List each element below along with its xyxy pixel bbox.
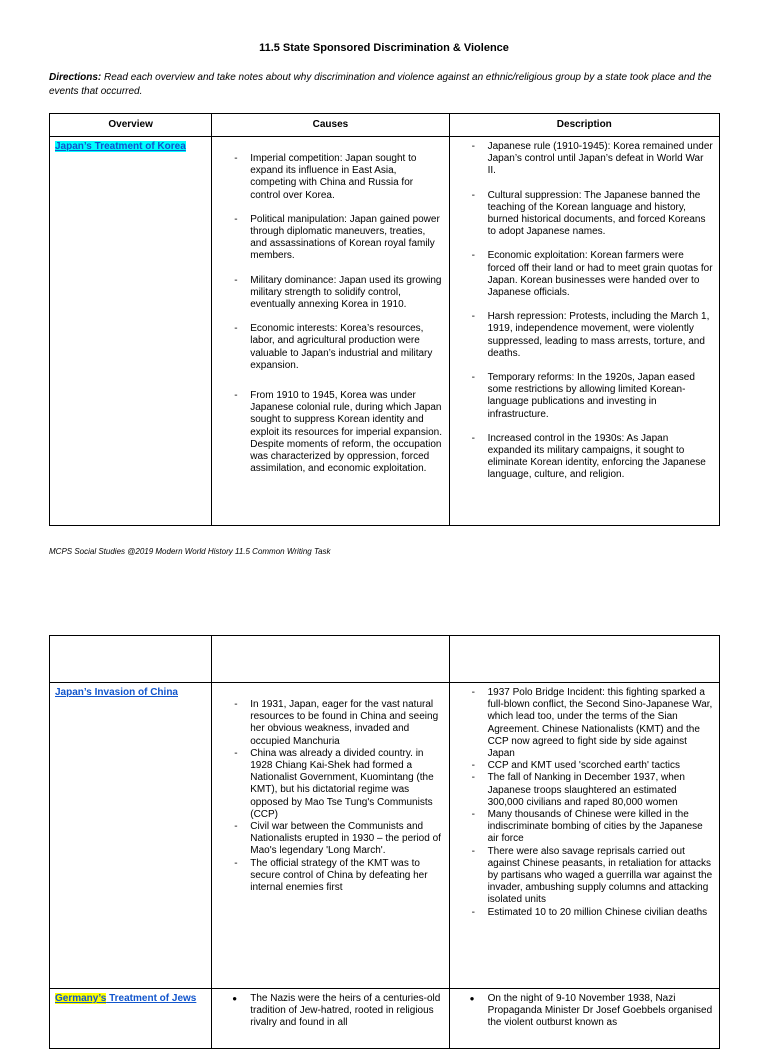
page-title: 11.5 State Sponsored Discrimination & Violence xyxy=(259,42,509,54)
list-item: - Cultural suppression: The Japanese banned the teaching of the Korean language and history, burned historical documents, and forced Koreans to adopt Japanese names. xyxy=(450,190,719,239)
directions-text: Read each overview and take notes about why discrimination and violence against an ethnic/religious group by a state took place and the events that occurred. xyxy=(49,72,712,97)
list-item: - The official strategy of the KMT was to secure control of China by defeating her internal enemies first xyxy=(212,858,448,895)
notes-table-page1 xyxy=(49,113,720,526)
list-item: - Military dominance: Japan used its growing military strength to solidify control, eventually annexing Korea in 1910. xyxy=(212,275,448,312)
list-item: - There were also savage reprisals carried out against Chinese peasants, in retaliation for attacks by partisans who waged a guerrilla war against the invader, ambushing supply columns and attacking isolated units xyxy=(450,846,719,907)
causes-cell xyxy=(212,989,449,1049)
table-row xyxy=(50,137,720,526)
table-row xyxy=(50,683,720,989)
list-item: - Increased control in the 1930s: As Japan expanded its military campaigns, it sought to eliminate Korean identity, enforcing the Japanese language, culture, and religion. xyxy=(450,433,719,482)
list-item: - From 1910 to 1945, Korea was under Japanese colonial rule, during which Japan sought to suppress Korean identity and exploit its resources for imperial expansion. Despite moments of reform, the occupation was characterized by oppression, forced assimilation, and economic exploitation. xyxy=(212,390,448,475)
overview-cell xyxy=(50,683,212,989)
list-item: ● On the night of 9-10 November 1938, Nazi Propaganda Minister Dr Josef Goebbels organised the violent outburst known as xyxy=(450,993,719,1030)
empty-cell xyxy=(449,636,719,683)
empty-cell xyxy=(212,636,449,683)
page-footer: MCPS Social Studies @2019 Modern World History 11.5 Common Writing Task xyxy=(49,547,331,556)
list-item: - CCP and KMT used 'scorched earth' tactics xyxy=(450,760,719,772)
overview-link-germany-part1[interactable]: Germany’s xyxy=(55,993,107,1004)
list-item: - Japanese rule (1910-1945): Korea remained under Japan’s control until Japan’s defeat in World War II. xyxy=(450,141,719,178)
header-overview: Overview xyxy=(50,114,212,137)
description-list xyxy=(450,141,719,482)
list-item: - Economic exploitation: Korean farmers were forced off their land or had to meet grain quotas for Japan. Korean businesses were handed over to Japanese officials. xyxy=(450,250,719,299)
table-header-row xyxy=(50,114,720,137)
causes-list xyxy=(212,699,448,894)
list-item: - Harsh repression: Protests, including the March 1, 1919, independence movement, were violently suppressed, leading to mass arrests, torture, and deaths. xyxy=(450,311,719,360)
table-row xyxy=(50,989,720,1049)
table-row-empty xyxy=(50,636,720,683)
list-item: - Estimated 10 to 20 million Chinese civilian deaths xyxy=(450,907,719,919)
description-list xyxy=(450,687,719,919)
notes-table-page2 xyxy=(49,635,720,1049)
header-description: Description xyxy=(449,114,719,137)
description-list xyxy=(450,993,719,1030)
description-cell xyxy=(449,137,719,526)
list-item: - 1937 Polo Bridge Incident: this fighting sparked a full-blown conflict, the Second Sino-Japanese War, which lead too, under the terms of the Sian Agreement. Chinese Nationalists (KMT) and the CCP now agreed to fight side by side against Japan xyxy=(450,687,719,760)
description-cell xyxy=(449,989,719,1049)
list-item: - China was already a divided country. in 1928 Chiang Kai-Shek had formed a Nationalist Government, Kuomintang (the KMT), but his dictatorial regime was opposed by Mao Tse Tung's Communists (CCP) xyxy=(212,748,448,821)
causes-list xyxy=(212,153,448,475)
overview-cell xyxy=(50,137,212,526)
overview-cell xyxy=(50,989,212,1049)
list-item: ● The Nazis were the heirs of a centuries-old tradition of Jew-hatred, rooted in religious rivalry and found in all xyxy=(212,993,448,1030)
list-item: - Civil war between the Communists and Nationalists erupted in 1930 – the period of Mao's legendary 'Long March'. xyxy=(212,821,448,858)
overview-link-korea[interactable]: Japan’s Treatment of Korea xyxy=(55,141,186,152)
list-item: - The fall of Nanking in December 1937, when Japanese troops slaughtered an estimated 300,000 civilians and raped 80,000 women xyxy=(450,772,719,809)
directions xyxy=(49,71,729,99)
list-item: - In 1931, Japan, eager for the vast natural resources to be found in China and seeing her obvious weakness, invaded and occupied Manchuria xyxy=(212,699,448,748)
list-item: - Temporary reforms: In the 1920s, Japan eased some restrictions by allowing limited Korean-language publications and investing in infrastructure. xyxy=(450,372,719,421)
list-item: - Many thousands of Chinese were killed in the indiscriminate bombing of cities by the Japanese air force xyxy=(450,809,719,846)
list-item: - Imperial competition: Japan sought to expand its influence in East Asia, competing with China and Russia for control over Korea. xyxy=(212,153,448,202)
overview-link-germany-part2[interactable]: Treatment of Jews xyxy=(106,993,197,1004)
description-cell xyxy=(449,683,719,989)
causes-cell xyxy=(212,683,449,989)
list-item: - Political manipulation: Japan gained power through diplomatic maneuvers, treaties, and assassinations of Korean royal family members. xyxy=(212,214,448,263)
header-causes: Causes xyxy=(212,114,449,137)
causes-cell xyxy=(212,137,449,526)
causes-list xyxy=(212,993,448,1030)
directions-label: Directions: xyxy=(49,72,102,83)
list-item: - Economic interests: Korea’s resources, labor, and agricultural production were valuable to Japan’s industrial and military expansion. xyxy=(212,323,448,372)
overview-link-china[interactable]: Japan’s Invasion of China xyxy=(55,687,178,698)
empty-cell xyxy=(50,636,212,683)
